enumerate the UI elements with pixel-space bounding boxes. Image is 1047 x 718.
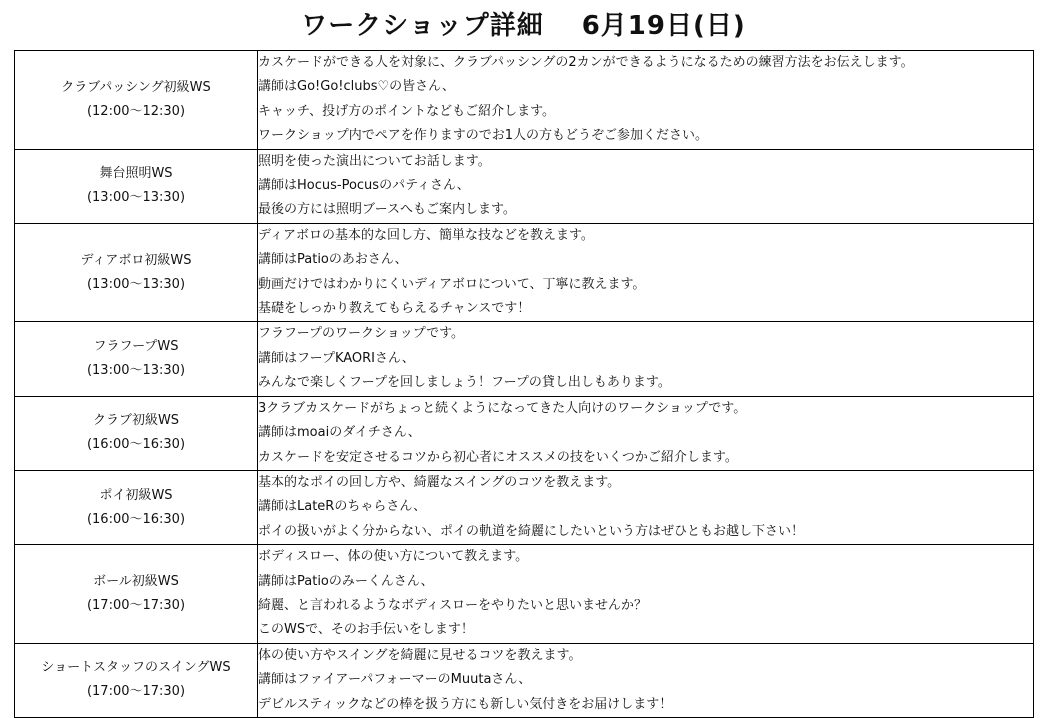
description-line: 綺麗、と言われるようなボディスローをやりたいと思いませんか？ xyxy=(258,597,647,613)
description-line: 講師はファイアーパフォーマーのMuutaさん、 xyxy=(258,672,532,688)
workshop-name-cell xyxy=(15,545,258,644)
description-line: デビルスティックなどの棒を扱う方にも新しい気付きをお届けします！ xyxy=(258,696,673,712)
description-line: みんなで楽しくフープを回しましょう！フープの貸し出しもあります。 xyxy=(258,375,671,391)
workshop-name-cell xyxy=(15,149,258,223)
description-line: ディアボロの基本的な回し方、簡単な技などを教えます。 xyxy=(258,227,594,243)
workshop-name-cell xyxy=(15,643,258,717)
workshop-row xyxy=(15,470,1034,544)
workshop-name: ポイ初級WS xyxy=(99,487,173,503)
description-line: 体の使い方やスイングを綺麗に見せるコツを教えます。 xyxy=(258,647,582,663)
workshop-description-cell xyxy=(258,223,1034,322)
workshop-time: (13:00〜13:30) xyxy=(86,276,186,292)
workshop-description-cell xyxy=(258,643,1034,717)
title-date: 6月19日(日) xyxy=(581,11,746,41)
description-line: 3クラブカスケードがちょっと続くようになってきた人向けのワークショップです。 xyxy=(258,400,747,416)
workshop-row xyxy=(15,149,1034,223)
workshop-time: (13:00〜13:30) xyxy=(86,363,186,379)
description-line: ポイの扱いがよく分からない、ポイの軌道を綺麗にしたいという方はぜひともお越し下さい！ xyxy=(258,523,805,539)
workshop-name: ディアボロ初級WS xyxy=(80,252,192,268)
workshop-row xyxy=(15,223,1034,322)
description-line: 基本的なポイの回し方や、綺麗なスイングのコツを教えます。 xyxy=(258,474,621,490)
workshop-name: クラブ初級WS xyxy=(92,413,180,429)
page-title xyxy=(0,6,1047,46)
description-line: 講師はフープKAORIさん、 xyxy=(258,350,415,366)
workshop-row xyxy=(15,643,1034,717)
workshop-row xyxy=(15,51,1034,150)
workshop-time: (17:00〜17:30) xyxy=(86,684,186,700)
workshop-description-cell xyxy=(258,396,1034,470)
workshop-name: ボール初級WS xyxy=(93,573,179,589)
description-line: 基礎をしっかり教えてもらえるチャンスです！ xyxy=(258,301,531,317)
workshop-time: (16:00〜16:30) xyxy=(86,437,186,453)
workshop-row xyxy=(15,322,1034,396)
workshop-row xyxy=(15,396,1034,470)
title-text: ワークショップ詳細 xyxy=(301,11,544,41)
description-line: カスケードができる人を対象に、クラブパッシングの2カンができるようになるための練習方法をお伝えします。 xyxy=(258,55,914,70)
workshop-table xyxy=(14,50,1034,718)
description-line: 講師はmoaiのダイチさん、 xyxy=(258,425,421,441)
workshop-name: ショートスタッフのスイングWS xyxy=(41,660,231,676)
workshop-description-cell xyxy=(258,322,1034,396)
workshop-name: クラブパッシング初級WS xyxy=(61,79,211,95)
workshop-description-cell xyxy=(258,51,1034,150)
workshop-name: フラフープWS xyxy=(93,339,179,355)
description-line: キャッチ、投げ方のポイントなどもご紹介します。 xyxy=(258,103,556,119)
description-line: 講師はHocus-Pocusのパティさん、 xyxy=(258,178,470,194)
workshop-time: (16:00〜16:30) xyxy=(86,511,186,527)
description-line: 講師はPatioのみーくんさん、 xyxy=(258,573,434,589)
description-line: フラフープのワークショップです。 xyxy=(258,326,465,342)
workshop-time: (17:00〜17:30) xyxy=(86,597,186,613)
description-line: 講師はLateRのちゃらさん、 xyxy=(258,499,427,515)
description-line: 照明を使った演出についてお話します。 xyxy=(258,153,491,169)
description-line: 講師はGo!Go!clubs♡の皆さん、 xyxy=(258,79,455,95)
description-line: 動画だけではわかりにくいディアボロについて、丁寧に教えます。 xyxy=(258,276,646,292)
description-line: ボディスロー、体の使い方について教えます。 xyxy=(258,549,529,565)
workshop-time: (13:00〜13:30) xyxy=(86,190,186,206)
workshop-table-body xyxy=(15,51,1034,718)
workshop-description-cell xyxy=(258,470,1034,544)
workshop-name: 舞台照明WS xyxy=(99,166,173,182)
workshop-name-cell xyxy=(15,470,258,544)
workshop-name-cell xyxy=(15,396,258,470)
workshop-description-cell xyxy=(258,545,1034,644)
description-line: カスケードを安定させるコツから初心者にオススメの技をいくつかご紹介します。 xyxy=(258,449,738,465)
description-line: このWSで、そのお手伝いをします！ xyxy=(258,622,474,638)
description-line: 講師はPatioのあおさん、 xyxy=(258,252,408,268)
workshop-description-cell xyxy=(258,149,1034,223)
workshop-name-cell xyxy=(15,322,258,396)
workshop-name-cell xyxy=(15,223,258,322)
workshop-row xyxy=(15,545,1034,644)
workshop-name-cell xyxy=(15,51,258,150)
description-line: ワークショップ内でペアを作りますのでお1人の方もどうぞご参加ください。 xyxy=(258,128,709,144)
description-line: 最後の方には照明ブースへもご案内します。 xyxy=(258,202,516,218)
workshop-time: (12:00〜12:30) xyxy=(86,103,186,119)
